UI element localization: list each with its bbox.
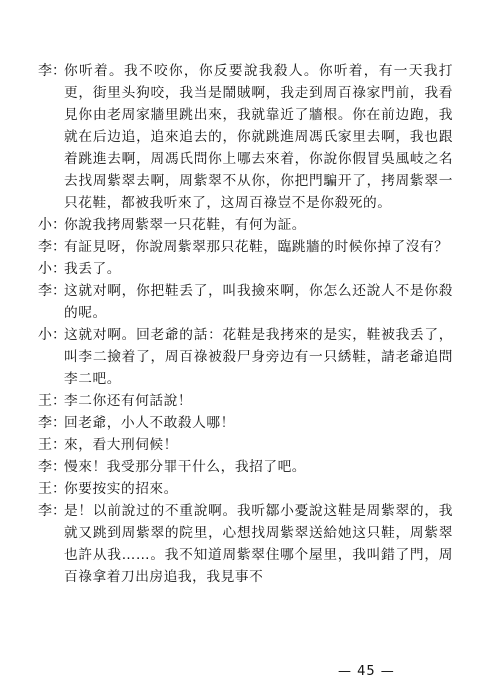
dialogue-entry [38,434,453,456]
speaker-label: 李： [38,415,66,431]
dialogue-text: 是！以前說过的不重說啊。我听鄒小憂說这鞋是周紫翠的，我就又跳到周紫翠的院里，心想找周紫翠送給她这只鞋，周紫翠也許从我……。我不知道周紫翠住哪个屋里，我叫錯了門，周百祿拿着刀出房追我，我見事不 [64,503,453,585]
dialogue-text: 这就对啊。回老爺的話：花鞋是我拷來的是实，鞋被我丢了，叫李二撿着了，周百祿被殺尸身旁边有一只綉鞋，請老爺追問李二吧。 [64,327,453,387]
dialogue-entry [38,478,453,500]
dialogue-entry [38,280,453,324]
dialogue-text: 李二你还有何話說！ [64,393,193,409]
dialogue-body [38,60,453,588]
speaker-label: 李： [38,283,66,299]
dialogue-text: 回老爺，小人不敢殺人哪！ [64,415,235,431]
dialogue-entry [38,500,453,588]
dialogue-entry [38,390,453,412]
dialogue-text: 來，看大刑伺候！ [64,437,178,453]
speaker-label: 小： [38,327,66,343]
dialogue-entry [38,412,453,434]
dialogue-text: 你說我拷周紫翠一只花鞋，有何为証。 [64,217,307,233]
dialogue-text: 慢來！我受那分罪干什么，我招了吧。 [64,459,307,475]
speaker-label: 小： [38,261,66,277]
speaker-label: 李： [38,503,66,519]
dialogue-entry [38,258,453,280]
dialogue-text: 我丢了。 [64,261,121,277]
dialogue-text: 这就对啊，你把鞋丢了，叫我撿來啊，你怎么还說人不是你殺的呢。 [64,283,453,321]
dialogue-text: 你听着。我不咬你，你反要說我殺人。你听着，有一天我打更，街里头狗咬，我当是鬧賊啊，我走到周百祿家門前，我看見你由老周家牆里跳出來，我就靠近了牆根。你在前边跑，我就在后边追，追來追去的，你就跳進周馮氏家里去啊，我也跟着跳進去啊，周馮氏問你上哪去來着，你說你假冒吳風岐之名去找周紫翠去啊，周紫翠不从你，你把門騙开了，拷周紫翠一只花鞋，都被我听來了，这周百祿豈不是你殺死的。 [64,63,453,211]
speaker-label: 王： [38,481,66,497]
page-number: — 45 — [338,664,395,679]
speaker-label: 李： [38,239,66,255]
dialogue-entry [38,60,453,214]
dialogue-entry [38,456,453,478]
speaker-label: 李： [38,459,66,475]
dialogue-entry [38,324,453,390]
dialogue-text: 有証見呀，你說周紫翠那只花鞋，臨跳牆的时候你掉了沒有？ [64,239,449,255]
dialogue-text: 你要按实的招來。 [64,481,178,497]
dialogue-entry [38,236,453,258]
speaker-label: 王： [38,437,66,453]
speaker-label: 王： [38,393,66,409]
speaker-label: 小： [38,217,66,233]
speaker-label: 李： [38,63,66,79]
dialogue-entry [38,214,453,236]
